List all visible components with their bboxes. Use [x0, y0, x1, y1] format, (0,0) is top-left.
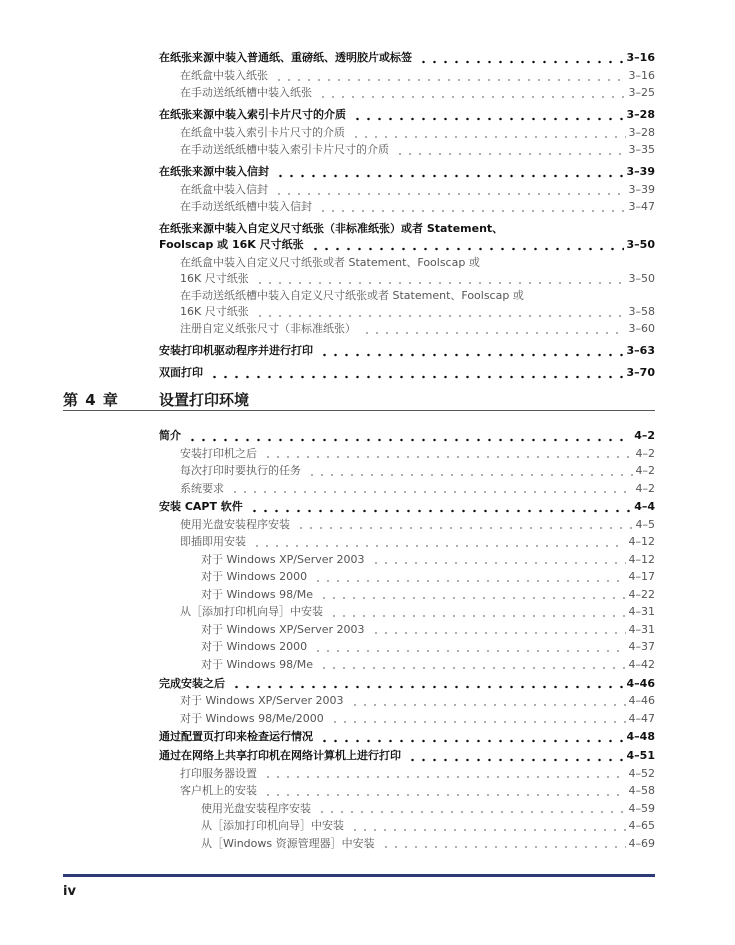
- toc-entry[interactable]: [201, 569, 655, 584]
- dot-leader: [307, 469, 633, 477]
- toc-entry[interactable]: [180, 321, 655, 336]
- toc-page-ref: 3–39: [626, 165, 655, 178]
- dot-leader: [317, 806, 626, 814]
- dot-leader: [352, 113, 624, 121]
- dot-leader: [318, 91, 626, 99]
- toc-entry-title: 使用光盘安装程序安装: [180, 517, 290, 531]
- toc-entry-title: 在纸盒中装入索引卡片尺寸的介质: [180, 126, 345, 139]
- toc-entry-title: 在纸盒中装入信封: [180, 183, 268, 196]
- dot-leader: [274, 188, 626, 196]
- toc-page-ref: 3–47: [628, 200, 655, 213]
- toc-page-ref: 4–2: [635, 446, 655, 460]
- toc-page-ref: 3–63: [626, 344, 655, 357]
- toc-entry[interactable]: [201, 818, 655, 833]
- toc-entry-title: 通过在网络上共享打印机在网络计算机上进行打印: [159, 749, 401, 763]
- toc-entry[interactable]: [180, 481, 655, 496]
- toc-entry[interactable]: [201, 639, 655, 654]
- toc-page-ref: 4–22: [628, 587, 655, 601]
- dot-leader: [319, 662, 625, 670]
- dot-leader: [418, 56, 624, 64]
- dot-leader: [371, 627, 626, 635]
- toc-page-ref: 4–2: [635, 464, 655, 477]
- toc-entry-title: 对于 Windows 2000: [201, 570, 308, 584]
- toc-page-ref: 4–69: [628, 836, 655, 850]
- toc-page-ref: 4–5: [635, 517, 655, 531]
- toc-entry[interactable]: [180, 766, 655, 781]
- dot-leader: [255, 310, 626, 318]
- toc-entry-title: 16K 尺寸纸张: [180, 305, 249, 318]
- dot-leader: [275, 170, 624, 178]
- toc-entry[interactable]: [180, 534, 655, 549]
- toc-entry-title: 使用光盘安装程序安装: [201, 801, 311, 815]
- dot-leader: [255, 277, 626, 285]
- toc-page-ref: 3–28: [628, 126, 655, 139]
- dot-leader: [351, 131, 626, 139]
- toc-entry[interactable]: [159, 499, 655, 514]
- dot-leader: [231, 681, 624, 689]
- toc-page-ref: 4–58: [628, 784, 655, 798]
- toc-entry-title: 在手动送纸纸槽中装入索引卡片尺寸的介质: [180, 143, 389, 156]
- toc-page-ref: 4–2: [634, 429, 655, 442]
- toc-entry-title: 在纸张来源中装入自定义尺寸纸张（非标准纸张）或者 Statement、: [159, 222, 504, 235]
- toc-entry[interactable]: [159, 164, 655, 179]
- toc-entry[interactable]: [180, 271, 655, 286]
- chapter-title: 设置打印环境: [159, 391, 250, 409]
- toc-entry-title: 对于 Windows 98/Me: [201, 587, 314, 601]
- toc-page-ref: 4–46: [626, 676, 655, 690]
- dot-leader: [319, 735, 624, 743]
- toc-entry[interactable]: [159, 676, 655, 691]
- toc-entry[interactable]: [180, 199, 655, 214]
- toc-entry[interactable]: [201, 552, 655, 567]
- dot-leader: [319, 592, 625, 600]
- toc-page-ref: 3–28: [626, 108, 655, 121]
- dot-leader: [362, 327, 626, 335]
- dot-leader: [263, 789, 626, 797]
- toc-entry[interactable]: [159, 365, 655, 380]
- toc-entry[interactable]: [180, 711, 655, 726]
- toc-page-ref: 4–47: [628, 711, 655, 725]
- toc-entry-title: 对于 Windows XP/Server 2003: [201, 552, 365, 566]
- chapter-number: 第 4 章: [63, 391, 119, 409]
- dot-leader: [313, 645, 625, 653]
- toc-entry[interactable]: [159, 343, 655, 358]
- dot-leader: [371, 557, 626, 565]
- toc-entry-title: 对于 Windows 98/Me/2000: [180, 711, 324, 725]
- toc-page-ref: 4–12: [628, 535, 655, 549]
- toc-entry[interactable]: [180, 125, 655, 140]
- toc-entry-title: 系统要求: [180, 481, 224, 495]
- toc-page-ref: 3–25: [628, 86, 655, 99]
- toc-page-ref: 4–46: [628, 694, 655, 708]
- toc-entry-title: 注册自定义纸张尺寸（非标准纸张）: [180, 322, 356, 335]
- toc-page-ref: 3–60: [628, 322, 655, 335]
- dot-leader: [350, 824, 626, 832]
- toc-entry-title: 在手动送纸纸槽中装入信封: [180, 200, 312, 213]
- toc-entry[interactable]: [180, 85, 655, 100]
- dot-leader: [310, 243, 624, 251]
- toc-entry[interactable]: [159, 50, 655, 65]
- footer-rule: [63, 874, 655, 877]
- toc-page-ref: 3–35: [628, 143, 655, 156]
- toc-entry-title: 在纸张来源中装入信封: [159, 165, 269, 178]
- toc-entry-title: 对于 Windows 2000: [201, 640, 308, 654]
- dot-leader: [319, 349, 624, 357]
- toc-entry-title: 从［添加打印机向导］中安装: [180, 605, 323, 619]
- toc-page-ref: 3–16: [628, 69, 655, 82]
- toc-entry-title: 打印服务器设置: [180, 766, 257, 780]
- toc-entry-title: 安装打印机之后: [180, 446, 257, 460]
- toc-entry[interactable]: [159, 729, 655, 744]
- dot-leader: [263, 771, 626, 779]
- toc-page-ref: 4–65: [628, 819, 655, 833]
- toc-entry-title: 在手动送纸纸槽中装入自定义尺寸纸张或者 Statement、Foolscap 或: [180, 289, 524, 302]
- dot-leader: [350, 699, 626, 707]
- toc-page-ref: 4–42: [628, 657, 655, 671]
- toc-page-ref: 4–48: [626, 730, 655, 744]
- toc-page-ref: 4–51: [626, 749, 655, 763]
- chapter-heading: [63, 388, 655, 411]
- dot-leader: [209, 371, 624, 379]
- toc-entry-title: 从［Windows 资源管理器］中安装: [201, 836, 375, 850]
- dot-leader: [395, 148, 626, 156]
- toc-entry-title: 从［添加打印机向导］中安装: [201, 819, 344, 833]
- toc-entry-title: 每次打印时要执行的任务: [180, 464, 301, 477]
- toc-entry-title: 对于 Windows 98/Me: [201, 657, 314, 671]
- dot-leader: [249, 505, 631, 513]
- toc-entry-title: 简介: [159, 429, 181, 442]
- toc-entry-title: 在纸张来源中装入索引卡片尺寸的介质: [159, 108, 346, 121]
- toc-entry-title: 在手动送纸纸槽中装入纸张: [180, 86, 312, 99]
- dot-leader: [296, 522, 633, 530]
- toc-entry-title: Foolscap 或 16K 尺寸纸张: [159, 238, 304, 251]
- toc-entry[interactable]: [180, 783, 655, 798]
- toc-entry[interactable]: [180, 463, 655, 478]
- page-number: iv: [63, 884, 76, 899]
- toc-entry-title: 对于 Windows XP/Server 2003: [180, 694, 344, 708]
- toc-entry[interactable]: [201, 836, 655, 851]
- toc-entry[interactable]: [180, 182, 655, 197]
- dot-leader: [329, 610, 626, 618]
- toc-entry[interactable]: [159, 428, 655, 443]
- toc-page-ref: 4–31: [628, 622, 655, 636]
- toc-entry-title: 在纸盒中装入自定义尺寸纸张或者 Statement、Foolscap 或: [180, 256, 480, 269]
- dot-leader: [313, 575, 625, 583]
- toc-entry[interactable]: [201, 801, 655, 816]
- toc-entry[interactable]: [180, 693, 655, 708]
- toc-entry[interactable]: [180, 304, 655, 319]
- toc-page-ref: 4–2: [635, 481, 655, 495]
- toc-page-ref: 4–4: [634, 500, 655, 514]
- toc-entry[interactable]: [201, 587, 655, 602]
- dot-leader: [407, 754, 624, 762]
- toc-page-ref: 4–59: [628, 801, 655, 815]
- toc-page-ref: 3–70: [626, 366, 655, 379]
- toc-entry[interactable]: [201, 657, 655, 672]
- toc-entry-line: [180, 288, 655, 303]
- toc-page-ref: 4–17: [628, 570, 655, 584]
- toc-page-ref: 4–37: [628, 640, 655, 654]
- toc-entry[interactable]: [180, 142, 655, 157]
- toc-page-ref: 3–58: [628, 305, 655, 318]
- toc-page-ref: 3–39: [628, 183, 655, 196]
- toc-entry[interactable]: [180, 68, 655, 83]
- toc-entry-title: 即插即用安装: [180, 535, 246, 549]
- dot-leader: [381, 841, 626, 849]
- toc-entry-title: 完成安装之后: [159, 676, 225, 690]
- toc-entry[interactable]: [180, 446, 655, 461]
- toc-entry-title: 16K 尺寸纸张: [180, 272, 249, 285]
- toc-entry-title: 安装 CAPT 软件: [159, 500, 243, 514]
- toc-page-ref: 3–16: [626, 51, 655, 64]
- dot-leader: [230, 486, 633, 494]
- toc-page-ref: 3–50: [628, 272, 655, 285]
- toc-entry[interactable]: [201, 622, 655, 637]
- toc-entry-title: 双面打印: [159, 366, 203, 379]
- toc-page-ref: 3–50: [626, 238, 655, 251]
- toc-entry[interactable]: [159, 748, 655, 763]
- dot-leader: [274, 74, 626, 82]
- toc-entry-line: [159, 221, 655, 236]
- toc-entry-title: 在纸张来源中装入普通纸、重磅纸、透明胶片或标签: [159, 51, 412, 64]
- toc-entry-title: 对于 Windows XP/Server 2003: [201, 622, 365, 636]
- dot-leader: [263, 451, 633, 459]
- dot-leader: [318, 205, 626, 213]
- toc-entry[interactable]: [159, 107, 655, 122]
- toc-entry[interactable]: [159, 237, 655, 252]
- toc-entry-title: 客户机上的安装: [180, 784, 257, 798]
- dot-leader: [187, 434, 631, 442]
- toc-page-ref: 4–31: [628, 605, 655, 619]
- toc-entry-line: [180, 255, 655, 270]
- toc-page-ref: 4–52: [628, 766, 655, 780]
- toc-entry[interactable]: [180, 517, 655, 532]
- toc-entry-title: 安装打印机驱动程序并进行打印: [159, 344, 313, 357]
- toc-entry-title: 通过配置页打印来检查运行情况: [159, 730, 313, 744]
- toc-page-ref: 4–12: [628, 552, 655, 566]
- toc-entry[interactable]: [180, 604, 655, 619]
- toc-entry-title: 在纸盒中装入纸张: [180, 69, 268, 82]
- dot-leader: [330, 716, 626, 724]
- dot-leader: [252, 540, 626, 548]
